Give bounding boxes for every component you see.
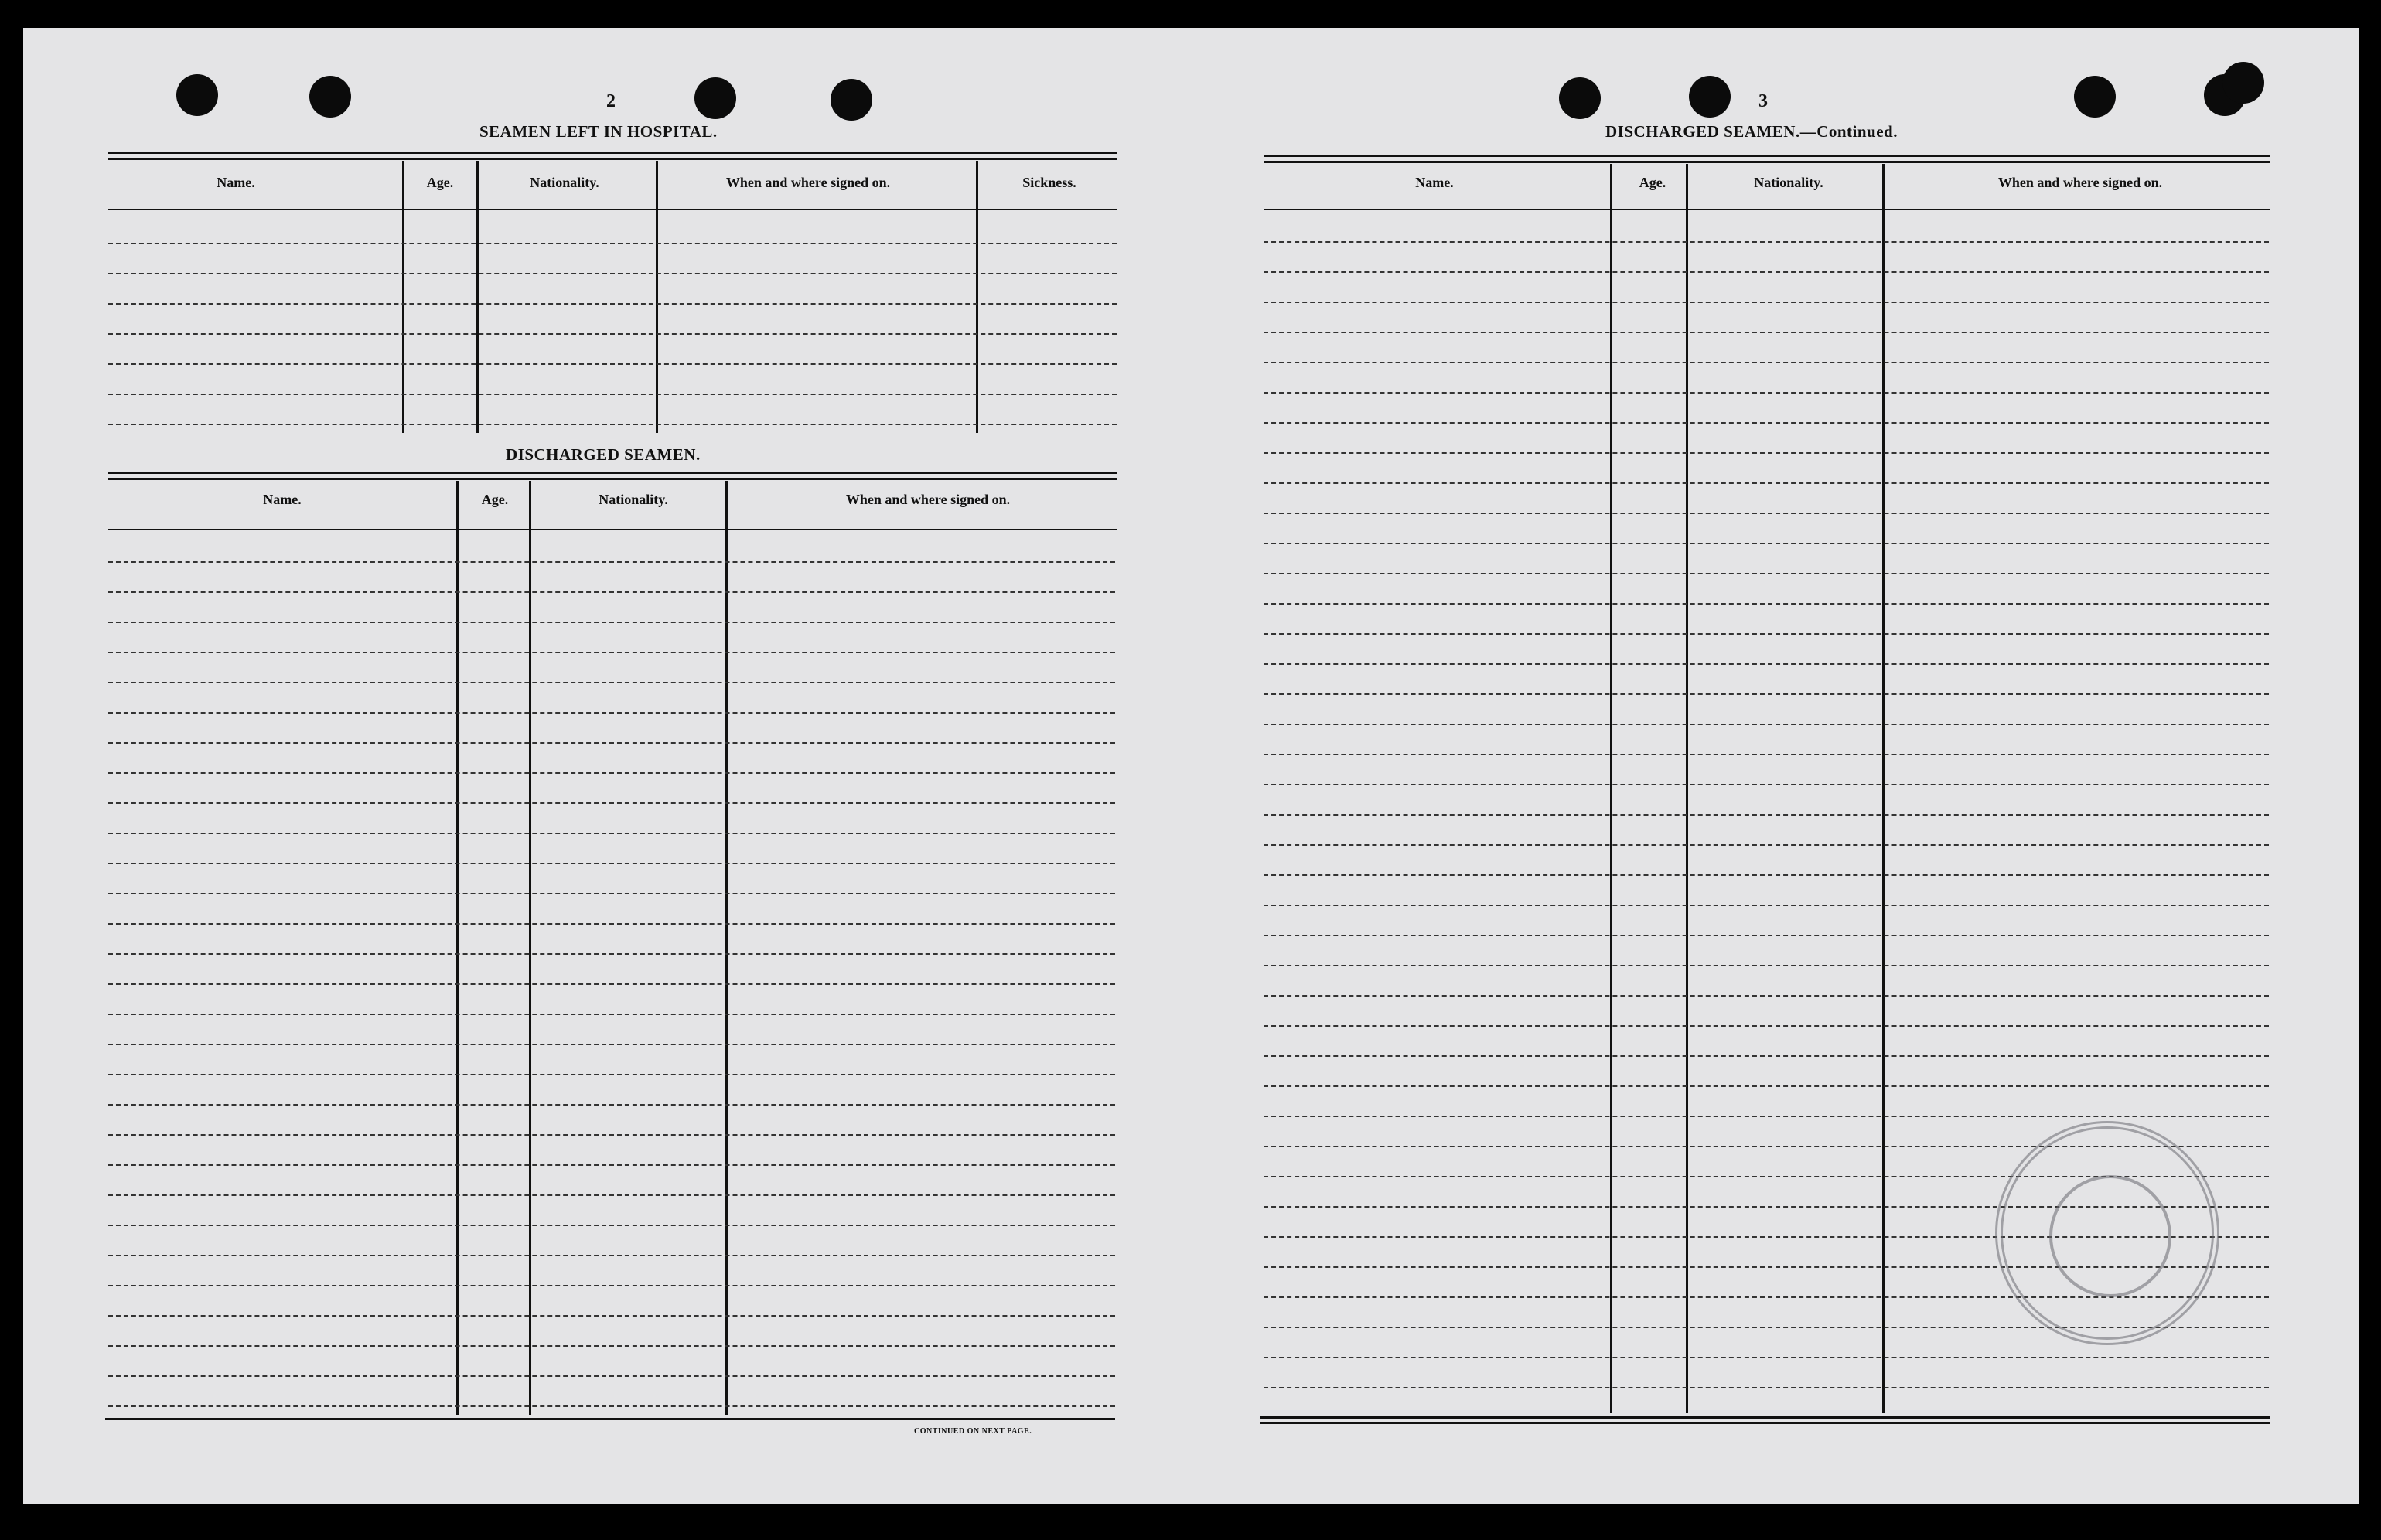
ruled-line: [1264, 784, 2269, 785]
punch-hole: [2222, 62, 2264, 104]
ruled-line: [1264, 1387, 2269, 1388]
column-divider: [476, 161, 479, 433]
ruled-line: [108, 1104, 1115, 1106]
rule: [108, 152, 1117, 154]
ruled-line: [108, 742, 1115, 744]
ruled-line: [1264, 1357, 2269, 1358]
column-divider: [976, 161, 978, 433]
rule: [1264, 161, 2270, 163]
ruled-line: [1264, 724, 2269, 725]
ruled-line: [108, 1285, 1115, 1286]
column-divider: [1686, 164, 1688, 1413]
column-divider: [1882, 164, 1885, 1413]
column-header-signed-on: When and where signed on.: [725, 175, 891, 190]
ruled-line: [1264, 422, 2269, 424]
ruled-line: [108, 1225, 1115, 1226]
column-header-age: Age.: [1639, 175, 1666, 190]
ruled-line: [108, 772, 1115, 774]
ruled-line: [1264, 844, 2269, 846]
ruled-line: [108, 682, 1115, 683]
ruled-line: [108, 273, 1117, 274]
ruled-line: [108, 1315, 1115, 1317]
ruled-line: [1264, 1085, 2269, 1087]
rule: [1260, 1422, 2270, 1424]
punch-hole: [1559, 77, 1601, 119]
punch-hole: [309, 76, 351, 118]
column-header-name: Name.: [217, 175, 255, 190]
rule: [108, 478, 1117, 480]
column-header-age: Age.: [481, 492, 509, 507]
rule: [1260, 1416, 2270, 1419]
continued-note: CONTINUED ON NEXT PAGE.: [914, 1427, 1032, 1436]
ruled-line: [1264, 663, 2269, 665]
column-divider: [1610, 164, 1612, 1413]
ruled-line: [108, 1134, 1115, 1136]
rule: [105, 1418, 1115, 1420]
ruled-line: [1264, 995, 2269, 997]
ruled-line: [1264, 1055, 2269, 1057]
discharged-continued-title: DISCHARGED SEAMEN.—Continued.: [1605, 122, 1898, 141]
ruled-line: [108, 1345, 1115, 1347]
ruled-line: [108, 363, 1117, 365]
ruled-line: [108, 303, 1117, 305]
punch-hole: [176, 74, 218, 116]
column-header-signed-on: When and where signed on.: [1997, 175, 2163, 190]
ruled-line: [108, 1405, 1115, 1407]
rule: [1264, 209, 2270, 210]
ruled-line: [1264, 603, 2269, 605]
punch-hole: [831, 79, 872, 121]
column-header-nationality: Nationality.: [530, 175, 599, 190]
ruled-line: [1264, 874, 2269, 876]
official-stamp: [1995, 1121, 2219, 1345]
ruled-line: [1264, 814, 2269, 816]
punch-hole: [694, 77, 736, 119]
ruled-line: [108, 1044, 1115, 1045]
column-header-signed-on: When and where signed on.: [845, 492, 1011, 507]
rule: [108, 472, 1117, 474]
punch-hole: [1689, 76, 1731, 118]
ruled-line: [1264, 1116, 2269, 1117]
discharged-section-title: DISCHARGED SEAMEN.: [506, 445, 701, 464]
ruled-line: [1264, 452, 2269, 454]
ruled-line: [108, 424, 1117, 425]
ruled-line: [108, 923, 1115, 925]
column-header-name: Name.: [1415, 175, 1454, 190]
ruled-line: [1264, 935, 2269, 936]
rule: [108, 529, 1117, 530]
ruled-line: [1264, 362, 2269, 363]
ruled-line: [108, 652, 1115, 653]
page-number: 3: [1758, 91, 1768, 111]
ruled-line: [1264, 693, 2269, 695]
punch-hole: [2074, 76, 2116, 118]
ruled-line: [1264, 1025, 2269, 1027]
ruled-line: [108, 802, 1115, 804]
ruled-line: [1264, 573, 2269, 574]
column-header-nationality: Nationality.: [1754, 175, 1823, 190]
column-header-nationality: Nationality.: [599, 492, 668, 507]
ruled-line: [108, 863, 1115, 864]
ruled-line: [1264, 392, 2269, 394]
ruled-line: [108, 333, 1117, 335]
ruled-line: [108, 394, 1117, 395]
ruled-line: [1264, 513, 2269, 514]
page-number: 2: [606, 91, 616, 111]
ruled-line: [108, 591, 1115, 593]
ruled-line: [108, 893, 1115, 894]
ruled-line: [1264, 754, 2269, 755]
ruled-line: [1264, 543, 2269, 544]
ruled-line: [108, 1255, 1115, 1256]
column-divider: [656, 161, 658, 433]
hospital-section-title: SEAMEN LEFT IN HOSPITAL.: [479, 122, 718, 141]
ruled-line: [1264, 271, 2269, 273]
official-stamp-center: [2049, 1175, 2171, 1297]
ruled-line: [1264, 633, 2269, 635]
column-divider: [402, 161, 404, 433]
ruled-line: [108, 561, 1115, 563]
rule: [1264, 155, 2270, 157]
ruled-line: [108, 622, 1115, 623]
column-header-age: Age.: [426, 175, 454, 190]
ruled-line: [108, 1375, 1115, 1377]
ruled-line: [1264, 482, 2269, 484]
ruled-line: [108, 833, 1115, 834]
ruled-line: [1264, 905, 2269, 906]
ruled-line: [108, 243, 1117, 244]
ruled-line: [108, 1164, 1115, 1166]
ruled-line: [1264, 302, 2269, 303]
ruled-line: [108, 983, 1115, 985]
column-header-name: Name.: [263, 492, 302, 507]
ruled-line: [108, 1074, 1115, 1075]
column-header-sickness: Sickness.: [1022, 175, 1076, 190]
rule: [108, 209, 1117, 210]
ruled-line: [1264, 965, 2269, 966]
rule: [108, 158, 1117, 160]
ruled-line: [1264, 332, 2269, 333]
ruled-line: [108, 1194, 1115, 1196]
ruled-line: [108, 1014, 1115, 1015]
ruled-line: [108, 712, 1115, 714]
ruled-line: [1264, 241, 2269, 243]
ruled-line: [108, 953, 1115, 955]
